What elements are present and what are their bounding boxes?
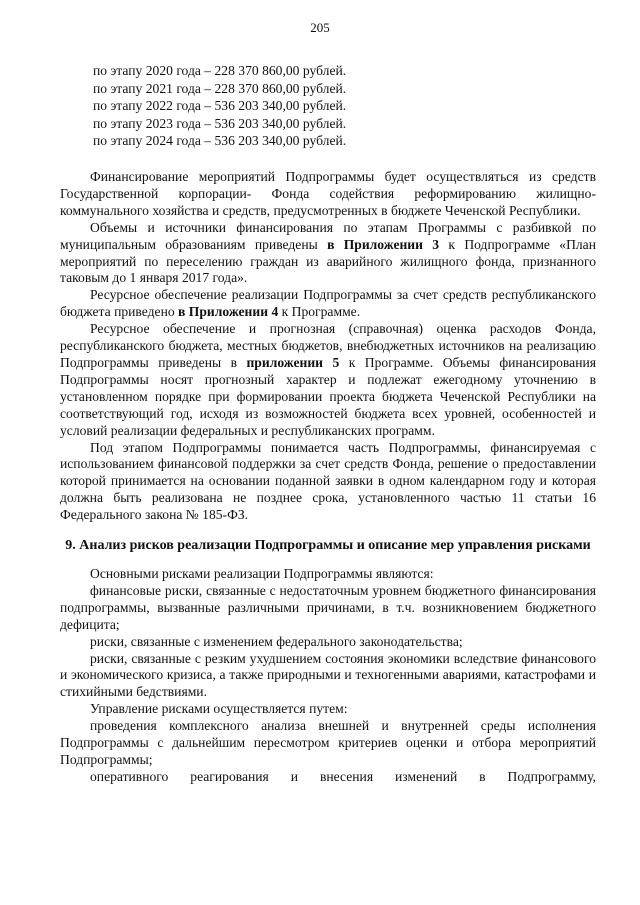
republican-budget-paragraph [60, 287, 596, 321]
text-fragment: к Программе. Объемы финансирования Подпрограммы носят прогнозный характер и подлежат ежегодному уточнению в установленном порядке при формировании проекта бюджета Чеченской Республики на соответствующий год, исходя из возможностей бюджета всех уровней, особенностей и условий реализации федеральных и республиканских программ. [60, 354, 596, 438]
text-fragment: Объемы и источники финансирования по этапам Программы с разбивкой по муниципальным образованиям приведены [60, 219, 596, 252]
document-body [60, 169, 596, 786]
appendix-4-reference: в Приложении 4 [178, 304, 279, 320]
stage-item: по этапу 2023 года – 536 203 340,00 рублей. [93, 115, 347, 131]
resource-estimate-paragraph [60, 321, 596, 439]
text-fragment: к Программе. [278, 304, 361, 320]
stage-definition-paragraph: Под этапом Подпрограммы понимается часть Подпрограммы, финансируемая с использованием финансовой поддержки за счет средств Фонда, решение о предоставлении которой принимается на основании поданной заявки в одном календарном году и которая должна быть реализована не позднее срока, установленного частью 11 статьи 16 Федерального закона № 185-ФЗ. [60, 439, 596, 523]
municipal-financing-paragraph [60, 220, 596, 288]
risk-paragraph: финансовые риски, связанные с недостаточным уровнем бюджетного финансирования подпрограммы, вызванные различными причинами, в т.ч. возникновением бюджетного дефицита; [60, 582, 596, 632]
text-fragment: к Подпрограмме «План мероприятий по переселению граждан из аварийного жилищного фонда, признанного таковым до 1 января 2017 года». [60, 236, 596, 286]
risk-paragraph: риски, связанные с изменением федерального законодательства; [90, 633, 463, 649]
stage-item: по этапу 2024 года – 536 203 340,00 рублей. [93, 133, 347, 149]
risk-paragraph: Основными рисками реализации Подпрограммы являются: [90, 566, 434, 582]
page-number: 205 [310, 20, 330, 35]
financing-paragraph: Финансирование мероприятий Подпрограммы будет осуществляться из средств Государственной корпорации- Фонда содействия реформированию жилищно-коммунального хозяйства и средств, предусмотренных в бюджете Чеченской Республики. [60, 169, 596, 218]
stage-item: по этапу 2021 года – 228 370 860,00 рублей. [93, 80, 347, 96]
stage-funding-list [93, 62, 346, 150]
stage-item: по этапу 2020 года – 228 370 860,00 рублей. [93, 63, 347, 78]
text-fragment: Ресурсное обеспечение реализации Подпрограммы за счет средств республиканского бюджета приведено [60, 287, 596, 320]
appendix-5-reference: приложении 5 [246, 354, 340, 370]
risk-paragraph: проведения комплексного анализа внешней и внутренней среды исполнения Подпрограммы с дальнейшим пересмотром критериев оценки и отбора мероприятий Подпрограммы; [60, 718, 596, 767]
risk-paragraph: Управление рисками осуществляется путем: [90, 701, 348, 717]
risk-paragraph: риски, связанные с резким ухудшением состояния экономики вследствие финансового и экономического кризиса, а также природными и техногенными авариями, катастрофами и стихийными бедствиями. [60, 650, 596, 700]
risk-paragraph: оперативного реагирования и внесения изменений в Подпрограмму, [90, 768, 596, 784]
stage-item: по этапу 2022 года – 536 203 340,00 рублей. [93, 98, 347, 114]
section-9-heading: 9. Анализ рисков реализации Подпрограммы и описание мер управления рисками [65, 538, 591, 554]
text-fragment: Ресурсное обеспечение и прогнозная (справочная) оценка расходов Фонда, республиканского бюджета, местных бюджетов, внебюджетных источников на реализацию Подпрограммы приведены в [60, 321, 596, 370]
appendix-3-reference: в Приложении 3 [327, 236, 440, 252]
